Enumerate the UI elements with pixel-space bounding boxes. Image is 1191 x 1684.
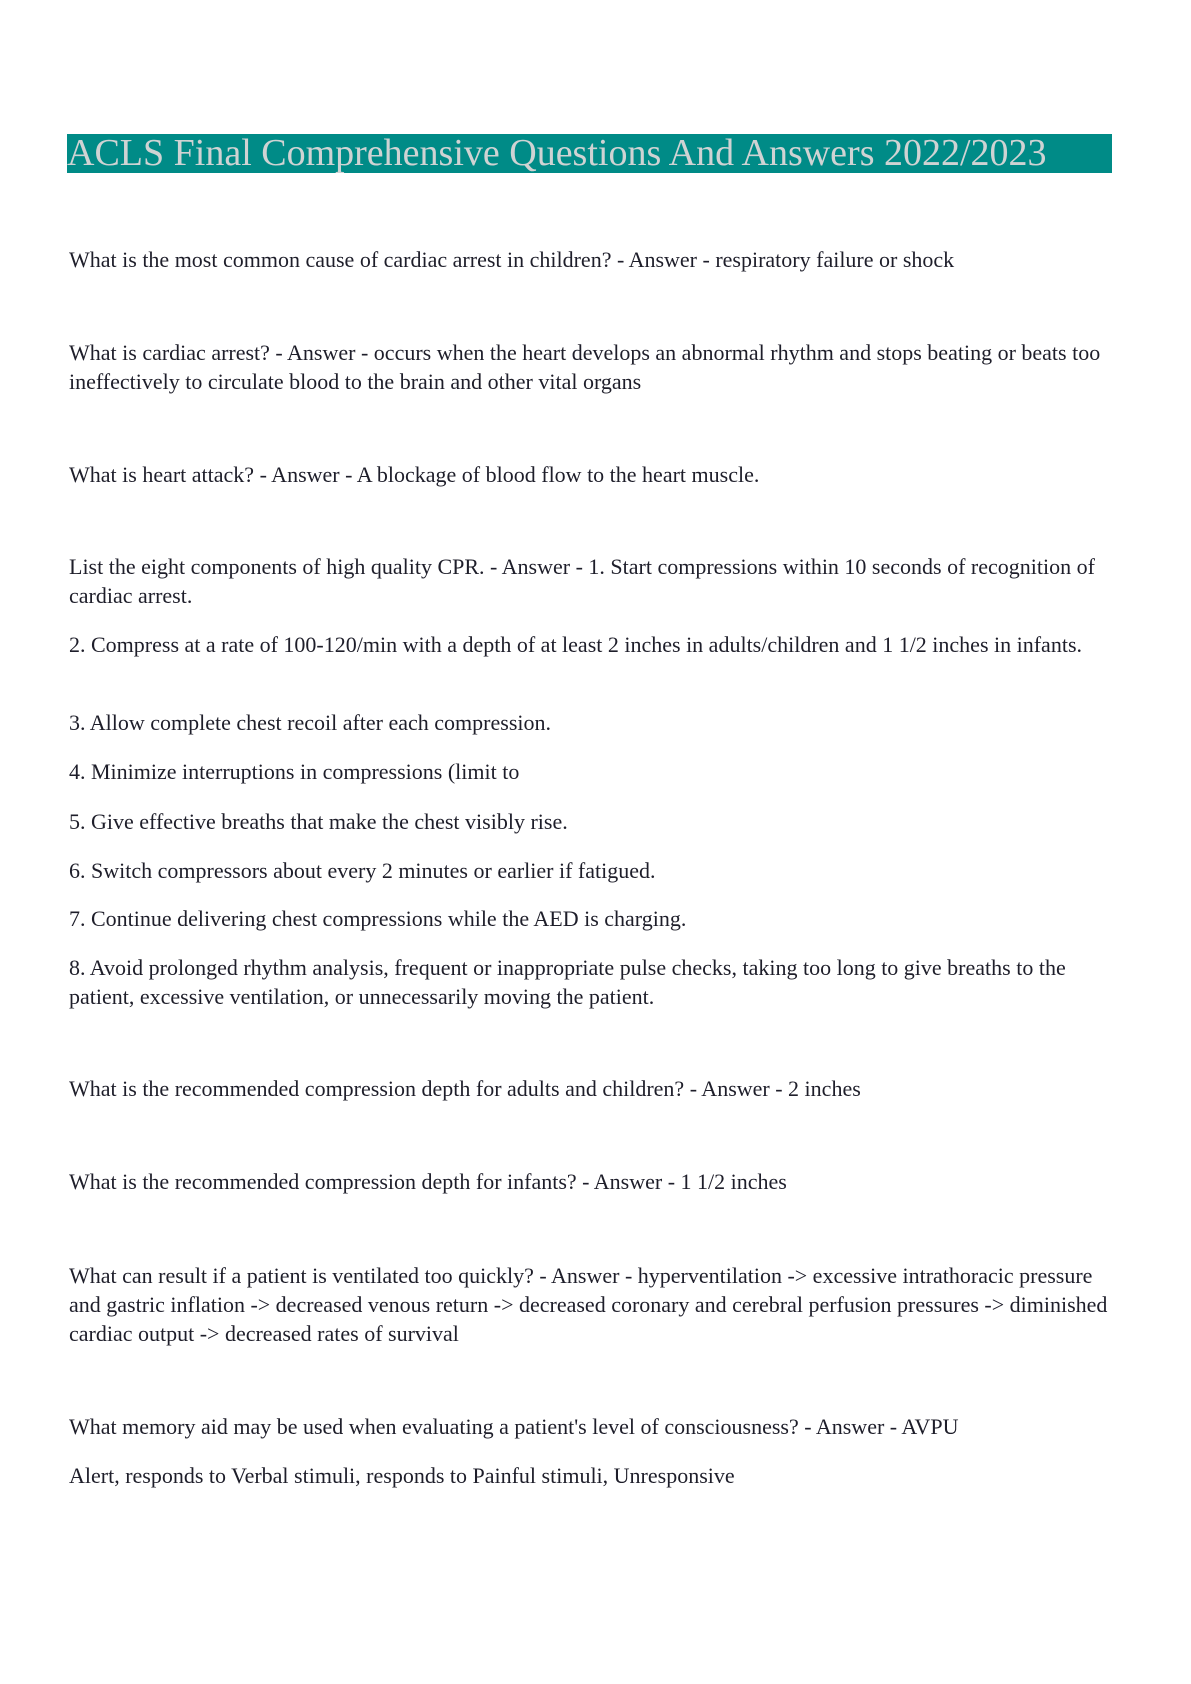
qa-paragraph: What is the recommended compression depth for infants? - Answer - 1 1/2 inches (69, 1169, 787, 1194)
qa-paragraph: What memory aid may be used when evaluating a patient's level of consciousness? - Answer - AVPU (69, 1414, 959, 1439)
qa-paragraph: What can result if a patient is ventilated too quickly? - Answer - hyperventilation -> excessive intrathoracic pressure and gastric inflation -> decreased venous return -> decreased coronary and cerebral perfusion pressures -> diminished cardiac output -> decreased rates of survival (69, 1263, 1108, 1346)
list-item: 3. Allow complete chest recoil after each compression. (69, 710, 551, 735)
document-title: ACLS Final Comprehensive Questions And Answers 2022/2023 (67, 134, 1112, 173)
list-item: 8. Avoid prolonged rhythm analysis, frequent or inappropriate pulse checks, taking too long to give breaths to the patient, excessive ventilation, or unnecessarily moving the patient. (69, 955, 1066, 1009)
qa-paragraph: What is heart attack? - Answer - A blockage of blood flow to the heart muscle. (69, 462, 760, 487)
qa-paragraph: What is the recommended compression depth for adults and children? - Answer - 2 inches (69, 1076, 861, 1101)
qa-paragraph: What is the most common cause of cardiac arrest in children? - Answer - respiratory failure or shock (69, 247, 955, 272)
list-item: 6. Switch compressors about every 2 minutes or earlier if fatigued. (69, 858, 656, 883)
qa-paragraph: Alert, responds to Verbal stimuli, responds to Painful stimuli, Unresponsive (69, 1463, 735, 1488)
list-item: 4. Minimize interruptions in compressions (limit to (69, 759, 520, 784)
qa-paragraph: List the eight components of high quality CPR. - Answer - 1. Start compressions within 10 seconds of recognition of cardiac arrest. (69, 554, 1095, 608)
list-item: 5. Give effective breaths that make the chest visibly rise. (69, 809, 568, 834)
list-item: 7. Continue delivering chest compressions while the AED is charging. (69, 906, 687, 931)
qa-paragraph: What is cardiac arrest? - Answer - occurs when the heart develops an abnormal rhythm and stops beating or beats too ineffectively to circulate blood to the brain and other vital organs (69, 340, 1101, 394)
list-item: 2. Compress at a rate of 100-120/min with a depth of at least 2 inches in adults/children and 1 1/2 inches in infants. (69, 632, 1082, 657)
